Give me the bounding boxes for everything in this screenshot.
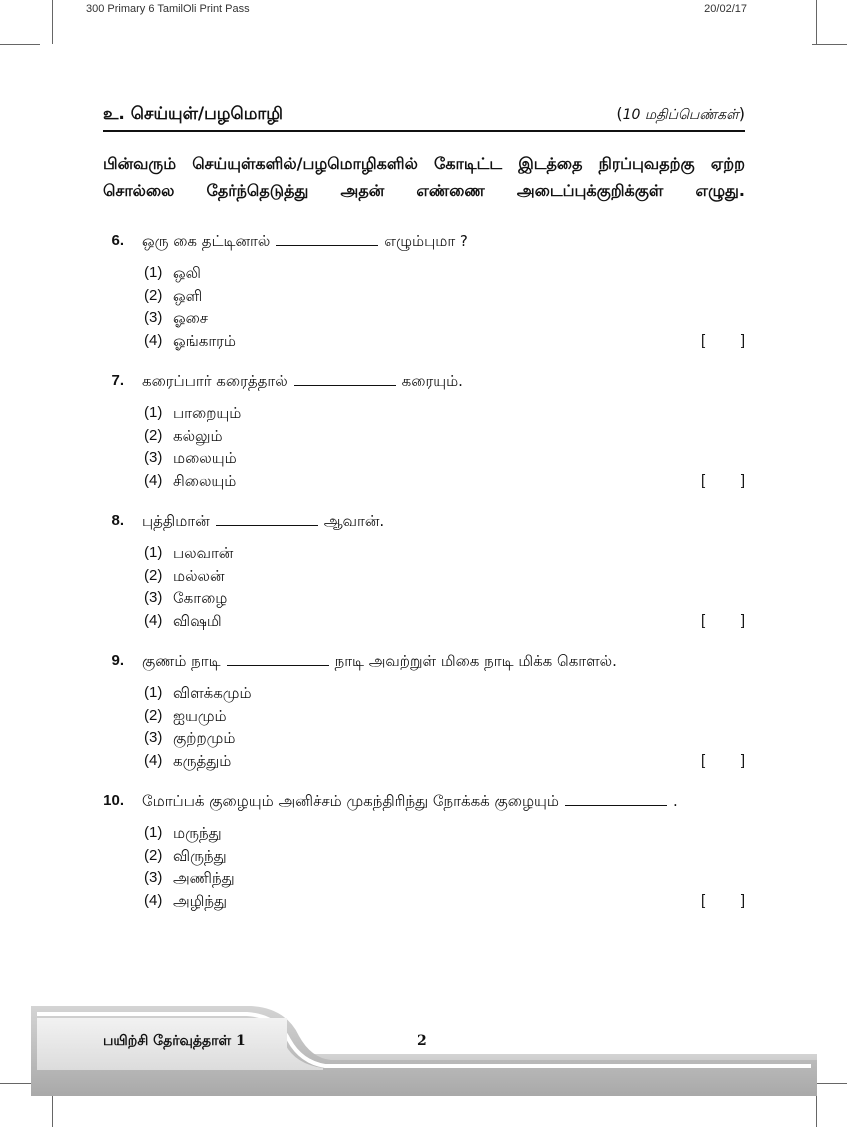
option-text: கருத்தும்: [173, 751, 232, 770]
answer-bracket[interactable]: [701, 472, 745, 489]
options-list: [103, 824, 748, 914]
option-number: (3): [144, 309, 163, 326]
option-number: (3): [144, 869, 163, 886]
option-number: (2): [144, 706, 163, 724]
option-item: [103, 332, 748, 355]
section-marks: (10 மதிப்பெண்கள்): [616, 104, 745, 123]
option-item: [103, 427, 748, 450]
question-number: 7.: [111, 372, 124, 389]
crop-mark: [812, 44, 847, 45]
option-text: மருந்து: [173, 824, 222, 842]
bracket-open: [: [701, 891, 706, 909]
option-number: (4): [144, 751, 163, 769]
option-item: [103, 449, 748, 472]
option-text: ஐயமும்: [173, 706, 227, 725]
option-number: (2): [144, 846, 163, 864]
option-number: (1): [144, 824, 163, 841]
answer-blank: [216, 513, 318, 526]
option-number: (1): [144, 684, 163, 701]
option-item: [103, 752, 748, 775]
title-underline: [103, 130, 745, 132]
option-text: ஒளி: [173, 286, 203, 305]
section-title: உ. செய்யுள்/பழமொழி: [103, 104, 284, 124]
question-text-after: ஆவான்.: [323, 512, 385, 530]
question-7: [103, 372, 748, 494]
question-text-after: கரையும்.: [401, 372, 463, 390]
option-text: விருந்து: [173, 846, 227, 865]
option-text: கோழை: [173, 589, 228, 607]
option-number: (2): [144, 286, 163, 304]
bracket-open: [: [701, 611, 706, 629]
crop-mark: [812, 1083, 847, 1084]
crop-mark: [52, 0, 53, 44]
question-text-after: எழும்புமா ?: [384, 232, 468, 250]
option-item: [103, 892, 748, 915]
option-text: பலவான்: [173, 544, 234, 562]
question-6: [103, 232, 748, 354]
footer-title: பயிற்சி தேர்வுத்தாள் 1: [103, 1033, 246, 1049]
option-item: [103, 589, 748, 612]
options-list: [103, 684, 748, 774]
option-item: [103, 869, 748, 892]
answer-bracket[interactable]: [701, 612, 745, 629]
bracket-close: ]: [740, 751, 745, 769]
question-text: [142, 652, 617, 672]
question-text-before: குணம் நாடி: [142, 652, 221, 670]
option-text: அணிந்து: [173, 869, 235, 887]
option-number: (3): [144, 449, 163, 466]
question-text-after: .: [672, 792, 678, 810]
option-item: [103, 404, 748, 427]
crop-mark: [52, 1096, 53, 1127]
question-8: [103, 512, 748, 634]
option-text: குற்றமும்: [173, 729, 236, 747]
bracket-close: ]: [740, 471, 745, 489]
question-text: [142, 792, 678, 812]
option-item: [103, 309, 748, 332]
option-item: [103, 824, 748, 847]
bracket-close: ]: [740, 331, 745, 349]
page-number: 2: [417, 1033, 427, 1049]
bracket-close: ]: [740, 891, 745, 909]
answer-blank: [294, 373, 396, 386]
option-text: சிலையும்: [173, 471, 237, 490]
option-text: மல்லன்: [173, 566, 225, 585]
question-text: [142, 372, 463, 392]
print-header-text: 300 Primary 6 TamilOli Print Pass: [86, 3, 250, 15]
crop-mark: [816, 0, 817, 44]
answer-bracket[interactable]: [701, 332, 745, 349]
bracket-open: [: [701, 751, 706, 769]
crop-mark: [0, 44, 40, 45]
option-item: [103, 847, 748, 870]
instruction-text: பின்வரும் செய்யுள்களில்/பழமொழிகளில் கோடிட்ட இடத்தை நிரப்புவதற்கு ஏற்ற சொல்லை தேர்ந்தெடுத்து அதன் எண்ணை அடைப்புக்குறிக்குள் எழுது.: [103, 154, 745, 200]
option-number: (4): [144, 471, 163, 489]
option-item: [103, 472, 748, 495]
option-item: [103, 729, 748, 752]
bracket-close: ]: [740, 611, 745, 629]
option-number: (4): [144, 611, 163, 629]
option-text: ஒலி: [173, 264, 201, 282]
question-9: [103, 652, 748, 774]
option-number: (4): [144, 891, 163, 909]
option-text: விளக்கமும்: [173, 684, 252, 702]
bracket-open: [: [701, 331, 706, 349]
option-text: விஷமி: [173, 611, 222, 630]
option-text: அழிந்து: [173, 891, 228, 910]
question-text-before: ஒரு கை தட்டினால்: [142, 232, 271, 250]
question-number: 10.: [103, 792, 124, 809]
option-item: [103, 264, 748, 287]
bracket-open: [: [701, 471, 706, 489]
option-number: (4): [144, 331, 163, 349]
question-number: 6.: [111, 232, 124, 249]
question-number: 8.: [111, 512, 124, 529]
footer-band: [31, 1006, 817, 1096]
section-marks-text: 10 மதிப்பெண்கள்: [622, 107, 739, 123]
question-text: [142, 512, 384, 532]
crop-mark: [816, 1096, 817, 1127]
option-number: (3): [144, 729, 163, 746]
option-text: பாறையும்: [173, 404, 242, 422]
option-item: [103, 567, 748, 590]
answer-blank: [227, 653, 329, 666]
answer-blank: [276, 233, 378, 246]
option-item: [103, 544, 748, 567]
question-text-before: கரைப்பார் கரைத்தால்: [142, 372, 288, 390]
options-list: [103, 404, 748, 494]
answer-bracket[interactable]: [701, 892, 745, 909]
option-text: கல்லும்: [173, 426, 223, 445]
option-number: (2): [144, 566, 163, 584]
answer-bracket[interactable]: [701, 752, 745, 769]
option-item: [103, 287, 748, 310]
option-text: ஓசை: [173, 309, 209, 327]
option-number: (3): [144, 589, 163, 606]
option-number: (1): [144, 544, 163, 561]
question-text-before: புத்திமான்: [142, 512, 210, 530]
option-number: (2): [144, 426, 163, 444]
option-number: (1): [144, 404, 163, 421]
option-number: (1): [144, 264, 163, 281]
option-text: மலையும்: [173, 449, 237, 467]
option-item: [103, 612, 748, 635]
option-item: [103, 707, 748, 730]
options-list: [103, 264, 748, 354]
question-text-after: நாடி அவற்றுள் மிகை நாடி மிக்க கொளல்.: [334, 652, 617, 670]
print-header-date: 20/02/17: [704, 3, 747, 15]
question-10: [103, 792, 748, 914]
option-item: [103, 684, 748, 707]
question-text: [142, 232, 468, 252]
answer-blank: [565, 793, 667, 806]
question-text-before: மோப்பக் குழையும் அனிச்சம் முகந்திரிந்து நோக்கக் குழையும்: [142, 792, 559, 810]
options-list: [103, 544, 748, 634]
question-number: 9.: [111, 652, 124, 669]
option-text: ஓங்காரம்: [173, 331, 236, 350]
